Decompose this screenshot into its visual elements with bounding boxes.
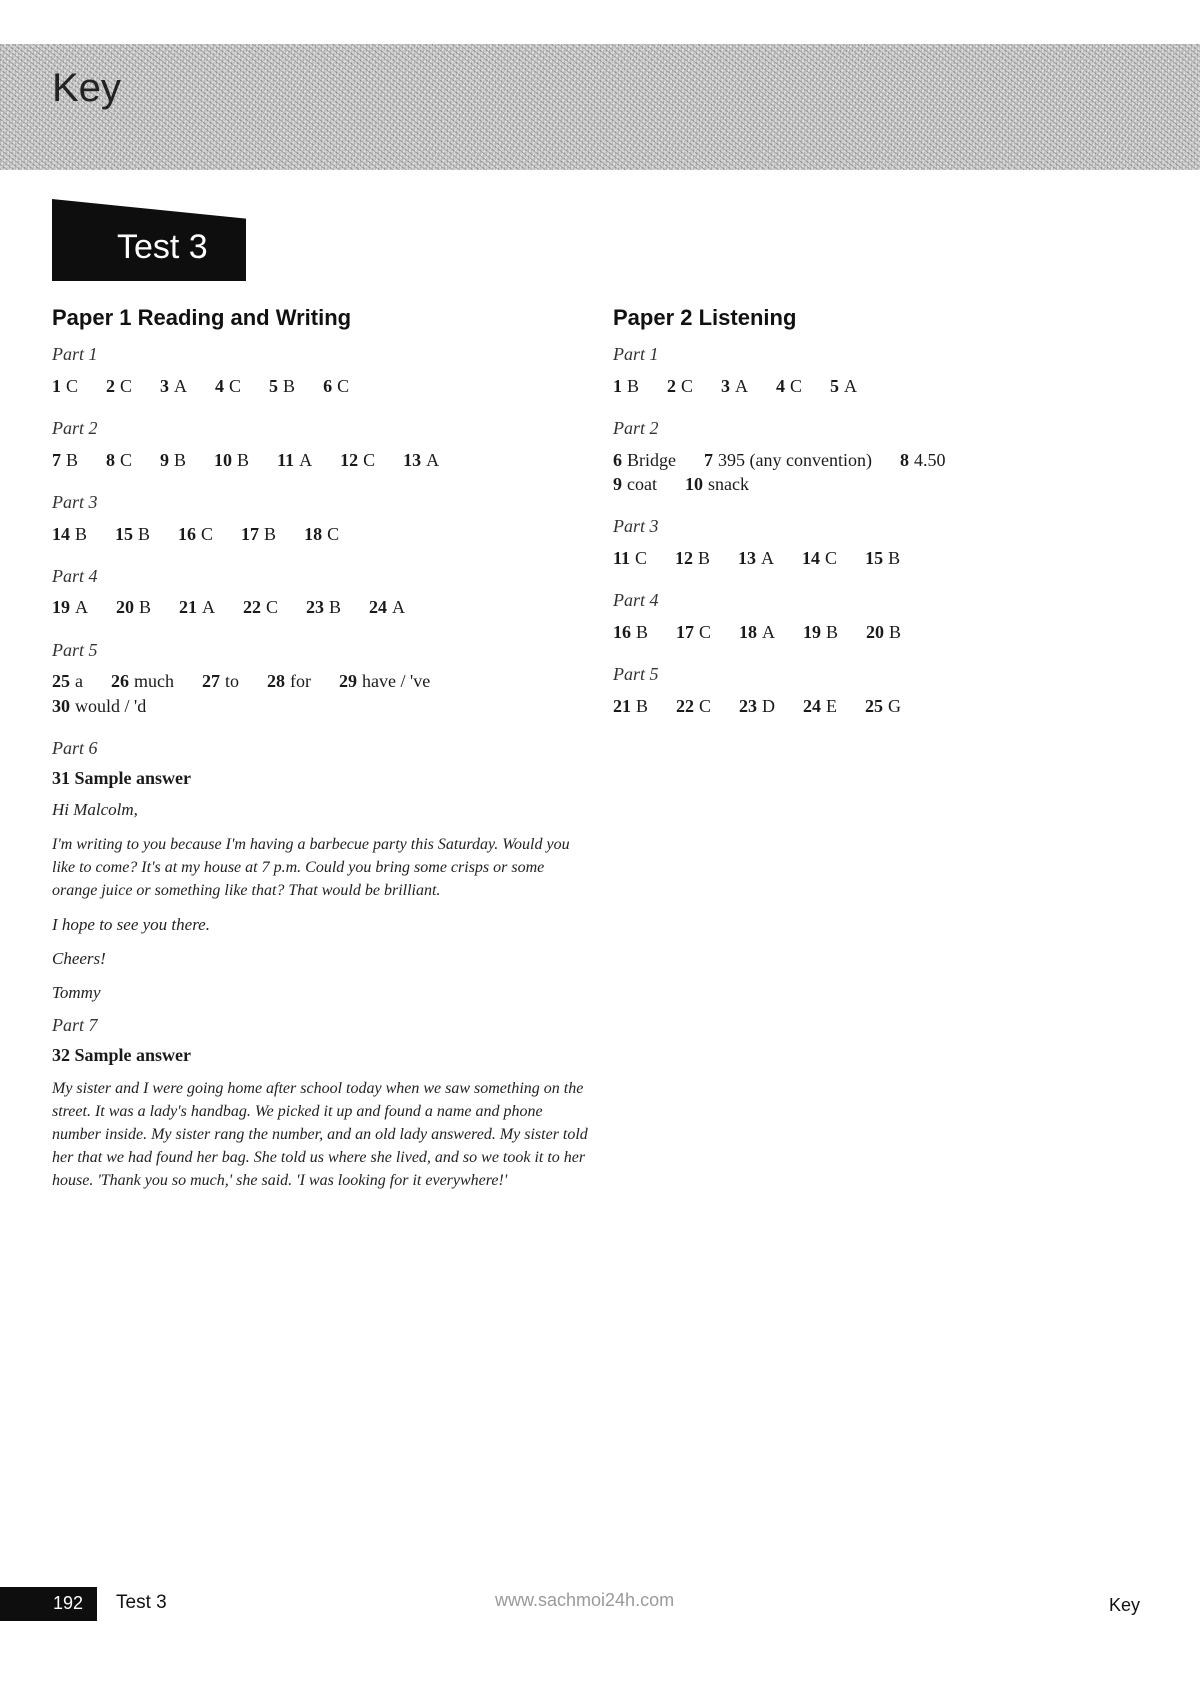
letter-name: Tommy xyxy=(52,982,101,1002)
answer-value: C xyxy=(266,597,279,618)
answer-value: B xyxy=(66,449,79,470)
answer-value: A xyxy=(75,597,88,618)
answer-item xyxy=(738,546,774,570)
answer-item xyxy=(403,448,439,472)
answer-block xyxy=(52,669,592,718)
answer-value: B xyxy=(636,695,649,716)
answer-value: C xyxy=(120,449,133,470)
part-label: Part 4 xyxy=(613,590,659,611)
answer-value: B xyxy=(888,547,901,568)
answer-value: Bridge xyxy=(627,449,676,470)
test-badge-label: Test 3 xyxy=(117,228,208,266)
header-banner xyxy=(0,44,1200,170)
answer-number: 19 xyxy=(803,621,822,642)
answer-value: E xyxy=(826,695,838,716)
answer-item xyxy=(323,374,349,398)
answer-number: 4 xyxy=(776,375,786,396)
answer-number: 23 xyxy=(306,597,325,618)
answer-item xyxy=(369,595,405,619)
answer-item xyxy=(243,595,278,619)
answer-value: to xyxy=(225,671,240,692)
answer-number: 6 xyxy=(613,449,622,470)
answer-item xyxy=(52,448,78,472)
answer-item xyxy=(613,694,648,718)
answer-value: B xyxy=(329,597,342,618)
answer-item xyxy=(866,620,901,644)
answer-item xyxy=(613,620,648,644)
answer-number: 25 xyxy=(52,671,70,692)
answer-item xyxy=(215,374,241,398)
answer-number: 25 xyxy=(865,695,884,716)
answer-value: B xyxy=(889,621,902,642)
answer-value: 395 (any convention) xyxy=(718,449,872,470)
answer-number: 22 xyxy=(243,597,262,618)
answer-item xyxy=(304,522,339,546)
answer-value: B xyxy=(826,621,839,642)
page-title: Key xyxy=(52,66,121,110)
answer-item xyxy=(675,546,710,570)
footer-url: www.sachmoi24h.com xyxy=(495,1590,675,1610)
answer-number: 23 xyxy=(739,695,758,716)
answer-number: 15 xyxy=(865,547,884,568)
answer-item xyxy=(739,620,775,644)
answer-number: 16 xyxy=(178,523,197,544)
answer-number: 24 xyxy=(369,597,388,618)
answer-number: 14 xyxy=(52,523,70,544)
answer-value: A xyxy=(735,375,749,396)
answer-item xyxy=(613,374,639,398)
answer-value: coat xyxy=(627,473,657,494)
answer-item xyxy=(214,448,249,472)
answer-value: B xyxy=(698,547,711,568)
paper1-parts xyxy=(52,344,592,718)
answer-block xyxy=(52,595,592,619)
answer-value: A xyxy=(762,621,776,642)
answer-value: B xyxy=(139,597,152,618)
answer-item xyxy=(339,669,430,693)
answer-number: 12 xyxy=(675,547,694,568)
answer-value: A xyxy=(202,597,216,618)
answer-item xyxy=(106,374,132,398)
answer-number: 27 xyxy=(202,671,220,692)
answer-value: snack xyxy=(707,473,749,494)
answer-item xyxy=(676,694,711,718)
answer-item xyxy=(802,546,837,570)
part-label: Part 7 xyxy=(52,1015,98,1036)
answer-number: 14 xyxy=(802,547,821,568)
answer-item xyxy=(160,448,186,472)
answer-number: 7 xyxy=(52,449,61,470)
answer-number: 12 xyxy=(340,449,359,470)
answer-value: C xyxy=(327,523,340,544)
answer-item xyxy=(269,374,295,398)
answer-row xyxy=(613,374,1173,398)
answer-row xyxy=(52,595,592,619)
answer-value: B xyxy=(138,523,151,544)
answer-row xyxy=(613,620,1173,644)
answer-value: C xyxy=(790,375,803,396)
answer-number: 10 xyxy=(684,473,703,494)
answer-value: C xyxy=(120,375,133,396)
answer-number: 15 xyxy=(115,523,134,544)
answer-number: 19 xyxy=(52,597,70,618)
paper1-heading: Paper 1 Reading and Writing xyxy=(52,305,352,330)
answer-value: much xyxy=(134,671,174,692)
page-number: 192 xyxy=(53,1593,84,1613)
answer-number: 2 xyxy=(667,375,677,396)
answer-item xyxy=(52,522,87,546)
answer-row xyxy=(52,669,592,693)
answer-row xyxy=(52,522,592,546)
answer-value: A xyxy=(299,449,313,470)
answer-row xyxy=(613,694,1173,718)
answer-number: 4 xyxy=(215,375,225,396)
letter-greeting: Hi Malcolm, xyxy=(52,800,138,820)
answer-row xyxy=(613,546,1173,570)
answer-number: 24 xyxy=(803,695,822,716)
story-body: My sister and I were going home after school today when we saw something on the street. It was a lady's handbag. We picked it up and found a name and phone number inside. My sister rang the number, and an old lady answered. My sister told her that we had found her bag. She told us where she lived, and so we took it to her house. 'Thank you so much,' she said. 'I was looking for it everywhere!' xyxy=(52,1079,588,1190)
answer-number: 20 xyxy=(866,621,885,642)
answer-number: 9 xyxy=(613,473,622,494)
answer-item xyxy=(178,522,213,546)
answer-item xyxy=(52,694,146,718)
answer-block xyxy=(613,448,1173,497)
answer-number: 30 xyxy=(52,695,70,716)
answer-item xyxy=(106,448,132,472)
answer-item xyxy=(739,694,775,718)
answer-number: 16 xyxy=(613,621,631,642)
answer-number: 11 xyxy=(277,449,295,470)
answer-item xyxy=(676,620,711,644)
answer-value: C xyxy=(635,547,648,568)
part-label: Part 3 xyxy=(52,491,98,512)
answer-value: have / 've xyxy=(362,671,431,692)
answer-number: 20 xyxy=(116,597,134,618)
answer-row xyxy=(52,694,592,718)
answer-value: B xyxy=(75,523,88,544)
answer-number: 13 xyxy=(403,449,422,470)
answer-value: C xyxy=(363,449,376,470)
answer-value: C xyxy=(337,375,350,396)
answer-value: C xyxy=(229,375,242,396)
answer-value: A xyxy=(392,597,406,618)
answer-item xyxy=(267,669,311,693)
part-label: Part 2 xyxy=(52,418,98,439)
answer-item xyxy=(160,374,187,398)
answer-block xyxy=(52,448,592,472)
answer-value: C xyxy=(699,621,712,642)
part-label: Part 5 xyxy=(613,664,659,685)
answer-item xyxy=(52,374,78,398)
answer-value: B xyxy=(174,449,187,470)
answer-item xyxy=(865,694,901,718)
answer-item xyxy=(111,669,174,693)
answer-item xyxy=(803,620,838,644)
answer-item xyxy=(704,448,872,472)
answer-item xyxy=(52,595,88,619)
answer-number: 26 xyxy=(111,671,129,692)
answer-number: 3 xyxy=(721,375,731,396)
answer-number: 18 xyxy=(739,621,758,642)
answer-number: 5 xyxy=(830,375,840,396)
answer-value: G xyxy=(888,695,902,716)
paper1-column xyxy=(52,306,592,1204)
answer-value: B xyxy=(237,449,250,470)
answer-item xyxy=(803,694,837,718)
answer-value: A xyxy=(844,375,858,396)
answer-item xyxy=(115,522,150,546)
answer-item xyxy=(52,669,83,693)
answer-value: B xyxy=(627,375,640,396)
answer-value: C xyxy=(681,375,694,396)
answer-item xyxy=(116,595,151,619)
answer-item xyxy=(306,595,341,619)
answer-value: 4.50 xyxy=(913,449,946,470)
answer-number: 7 xyxy=(704,449,713,470)
answer-number: 21 xyxy=(179,597,198,618)
answer-item xyxy=(776,374,802,398)
answer-value: A xyxy=(761,547,775,568)
answer-value: B xyxy=(636,621,649,642)
answer-value: B xyxy=(264,523,277,544)
part-label: Part 5 xyxy=(52,639,98,660)
answer-item xyxy=(277,448,312,472)
answer-item xyxy=(179,595,215,619)
answer-value: B xyxy=(283,375,296,396)
answer-row xyxy=(613,448,1173,472)
answer-item xyxy=(721,374,748,398)
sample-answer-heading: 31 Sample answer xyxy=(52,767,191,788)
letter-line: I hope to see you there. xyxy=(52,914,210,934)
answer-value: A xyxy=(174,375,188,396)
answer-number: 22 xyxy=(676,695,695,716)
answer-number: 29 xyxy=(339,671,358,692)
letter-body: I'm writing to you because I'm having a barbecue party this Saturday. Would you like to come? It's at my house at 7 p.m. Could you bring some crisps or some orange juice or something like that? That would be brilliant. xyxy=(52,836,570,900)
answer-number: 2 xyxy=(106,375,116,396)
answer-value: C xyxy=(201,523,214,544)
paper2-parts xyxy=(613,344,1173,718)
part-label: Part 1 xyxy=(52,344,98,365)
answer-number: 13 xyxy=(738,547,757,568)
answer-number: 17 xyxy=(676,621,695,642)
part-label: Part 2 xyxy=(613,418,659,439)
answer-number: 11 xyxy=(613,547,631,568)
answer-number: 1 xyxy=(613,375,622,396)
answer-block xyxy=(613,546,1173,570)
footer-section-label: Key xyxy=(1109,1595,1141,1615)
answer-block xyxy=(613,694,1173,718)
answer-item xyxy=(613,546,647,570)
answer-row xyxy=(613,472,1173,496)
answer-item xyxy=(667,374,693,398)
answer-number: 10 xyxy=(214,449,233,470)
answer-number: 1 xyxy=(52,375,61,396)
answer-block xyxy=(613,374,1173,398)
answer-item xyxy=(241,522,276,546)
answer-value: C xyxy=(825,547,838,568)
answer-value: D xyxy=(762,695,776,716)
answer-item xyxy=(830,374,857,398)
paper2-heading: Paper 2 Listening xyxy=(613,305,797,330)
answer-value: a xyxy=(75,671,83,692)
answer-number: 18 xyxy=(304,523,323,544)
answer-block xyxy=(52,522,592,546)
answer-block xyxy=(613,620,1173,644)
letter-signoff: Cheers! xyxy=(52,948,106,968)
answer-item xyxy=(613,448,676,472)
part-label: Part 4 xyxy=(52,565,98,586)
answer-value: C xyxy=(66,375,79,396)
answer-value: for xyxy=(290,671,312,692)
part-label: Part 1 xyxy=(613,344,659,365)
answer-row xyxy=(52,374,592,398)
answer-value: A xyxy=(426,449,440,470)
answer-block xyxy=(52,374,592,398)
answer-number: 21 xyxy=(613,695,631,716)
part-label: Part 6 xyxy=(52,737,98,758)
answer-number: 8 xyxy=(106,449,116,470)
answer-number: 17 xyxy=(241,523,260,544)
sample-answer-heading: 32 Sample answer xyxy=(52,1045,191,1066)
answer-item xyxy=(685,472,749,496)
answer-number: 28 xyxy=(267,671,286,692)
part-label: Part 3 xyxy=(613,516,659,537)
answer-number: 3 xyxy=(160,375,170,396)
answer-value: C xyxy=(699,695,712,716)
answer-item xyxy=(202,669,239,693)
answer-item xyxy=(613,472,657,496)
answer-row xyxy=(52,448,592,472)
answer-value: would / 'd xyxy=(75,695,147,716)
paper2-column xyxy=(613,306,1173,738)
footer-test-label: Test 3 xyxy=(116,1592,167,1613)
answer-number: 9 xyxy=(160,449,170,470)
answer-number: 8 xyxy=(899,449,909,470)
answer-item xyxy=(865,546,900,570)
answer-number: 5 xyxy=(269,375,279,396)
answer-item xyxy=(340,448,375,472)
answer-item xyxy=(900,448,946,472)
answer-number: 6 xyxy=(323,375,333,396)
